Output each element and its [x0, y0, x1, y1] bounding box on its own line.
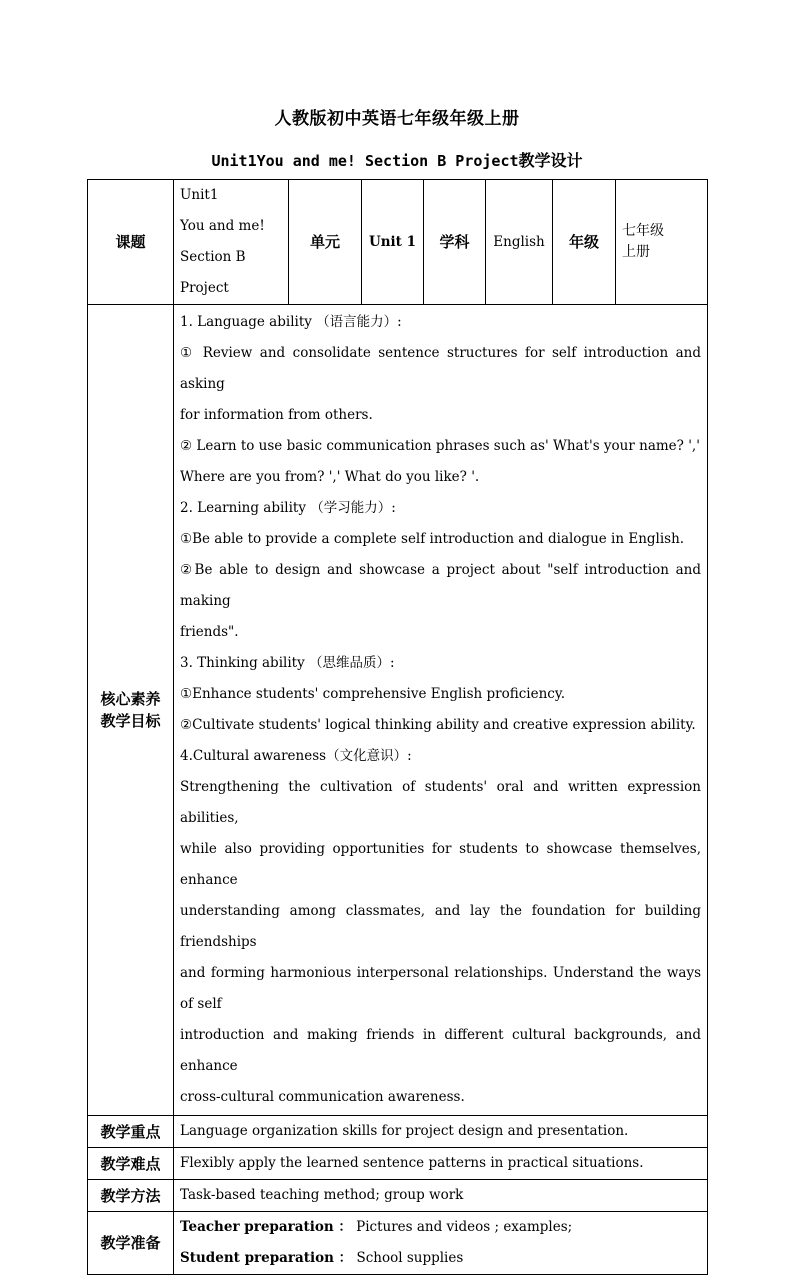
goal-line: Where are you from? ',' What do you like? '. — [180, 469, 480, 485]
goals-label-line: 教学目标 — [100, 712, 161, 730]
goal-line: ② Learn to use basic communication phrases such as' What's your name? ',' — [180, 438, 700, 454]
goal-line: ②Cultivate students' logical thinking ability and creative expression ability. — [180, 717, 696, 733]
focus-label: 教学重点 — [88, 1116, 174, 1148]
subtitle-chinese: 教学设计 — [518, 151, 583, 170]
goal-line: introduction and making friends in different cultural backgrounds, and enhance — [180, 1027, 701, 1074]
unit-label: 单元 — [289, 180, 362, 305]
goal-line: friends". — [180, 624, 239, 640]
topic-line: Unit1 — [180, 187, 219, 203]
goal-line: 4.Cultural awareness（文化意识）: — [180, 748, 412, 764]
student-preparation-label: Student preparation ： — [180, 1250, 353, 1266]
method-value: Task-based teaching method; group work — [174, 1180, 708, 1212]
subject-label: 学科 — [424, 180, 486, 305]
student-preparation-value: School supplies — [356, 1250, 464, 1266]
goal-line: cross-cultural communication awareness. — [180, 1089, 465, 1105]
page-title: 人教版初中英语七年级年级上册 — [274, 109, 520, 129]
goal-line: for information from others. — [180, 407, 373, 423]
grade-label: 年级 — [553, 180, 616, 305]
goal-line: 1. Language ability （语言能力）: — [180, 314, 402, 330]
focus-value: Language organization skills for project design and presentation. — [174, 1116, 708, 1148]
goal-line: Strengthening the cultivation of students' oral and written expression abilities, — [180, 779, 701, 826]
preparation-row — [88, 1212, 708, 1275]
preparation-label: 教学准备 — [88, 1212, 174, 1275]
topic-value — [174, 180, 289, 305]
subtitle-english: Unit1You and me! Section B Project — [211, 152, 519, 170]
goal-line: ① Review and consolidate sentence structures for self introduction and asking — [180, 345, 701, 392]
goal-line: ①Be able to provide a complete self introduction and dialogue in English. — [180, 531, 685, 547]
difficulty-label: 教学难点 — [88, 1148, 174, 1180]
goals-label-line: 核心素养 — [100, 690, 161, 708]
difficulty-row — [88, 1148, 708, 1180]
grade-line: 七年级 — [622, 223, 664, 239]
goal-line: ②Be able to design and showcase a project about "self introduction and making — [180, 562, 701, 609]
goal-line: understanding among classmates, and lay the foundation for building friendships — [180, 903, 701, 950]
unit-value: Unit 1 — [362, 180, 424, 305]
goal-line: 2. Learning ability （学习能力）: — [180, 500, 396, 516]
topic-line: Section B Project — [180, 249, 246, 296]
goals-label — [88, 305, 174, 1116]
grade-line: 上册 — [622, 244, 650, 260]
page-subtitle — [0, 148, 794, 171]
goal-line: and forming harmonious interpersonal relationships. Understand the ways of self — [180, 965, 701, 1012]
lesson-plan-table — [87, 179, 708, 1275]
header-row — [88, 180, 708, 305]
teacher-preparation-label: Teacher preparation ： — [180, 1219, 352, 1235]
goals-row — [88, 305, 708, 1116]
topic-label: 课题 — [88, 180, 174, 305]
goal-line: while also providing opportunities for students to showcase themselves, enhance — [180, 841, 701, 888]
difficulty-value: Flexibly apply the learned sentence patterns in practical situations. — [174, 1148, 708, 1180]
method-label: 教学方法 — [88, 1180, 174, 1212]
subject-value: English — [486, 180, 553, 305]
grade-value — [616, 180, 708, 305]
goal-line: 3. Thinking ability （思维品质）: — [180, 655, 395, 671]
student-preparation — [180, 1243, 701, 1274]
focus-row — [88, 1116, 708, 1148]
method-row — [88, 1180, 708, 1212]
preparation-value — [174, 1212, 708, 1275]
topic-line: You and me! — [180, 218, 265, 234]
teacher-preparation — [180, 1212, 701, 1243]
goals-content — [174, 305, 708, 1116]
goal-line: ①Enhance students' comprehensive English proficiency. — [180, 686, 565, 702]
teacher-preparation-value: Pictures and videos ; examples; — [356, 1219, 573, 1235]
